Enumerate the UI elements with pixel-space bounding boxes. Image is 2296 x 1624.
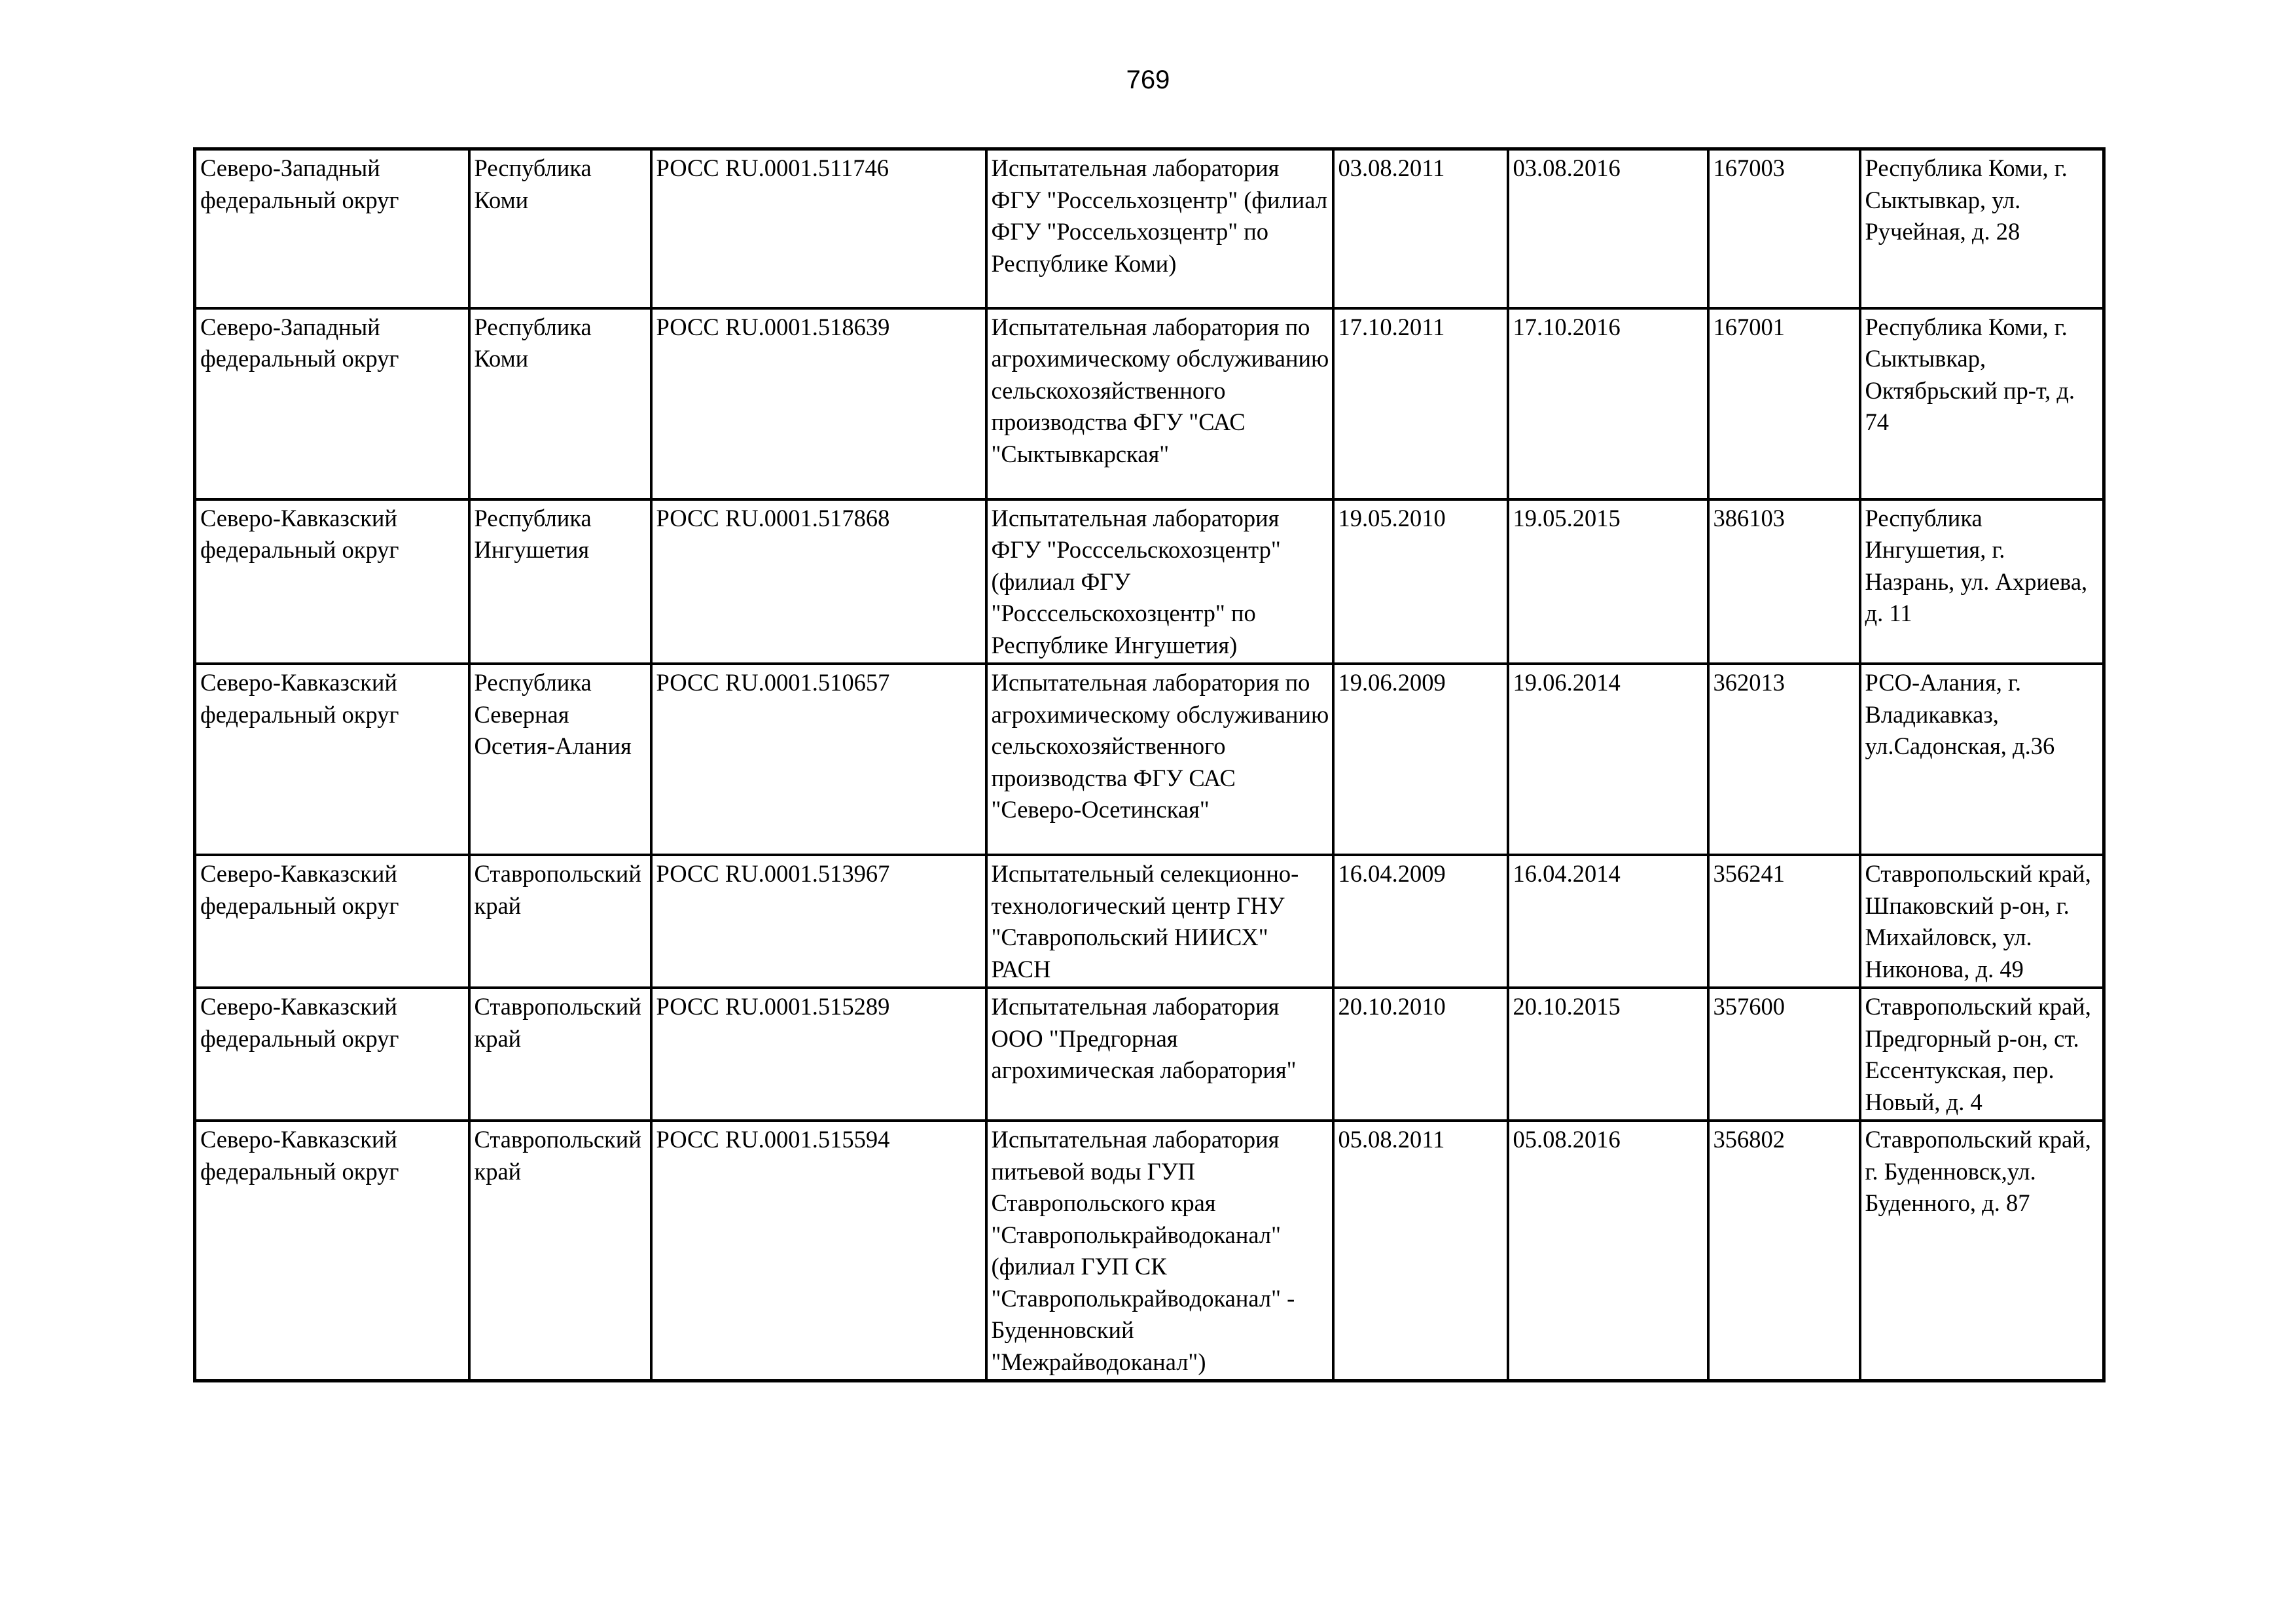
table-row xyxy=(195,988,2104,1121)
issue-date-cell: 05.08.2011 xyxy=(1333,1121,1508,1381)
region-cell: Ставропольский край xyxy=(469,855,651,988)
certificate-number-cell: РОСС RU.0001.511746 xyxy=(651,149,986,308)
issue-date-cell: 03.08.2011 xyxy=(1333,149,1508,308)
table-row xyxy=(195,1121,2104,1381)
table-row xyxy=(195,664,2104,855)
district-cell: Северо-Кавказский федеральный округ xyxy=(195,988,469,1121)
table-row xyxy=(195,499,2104,664)
postal-code-cell: 356241 xyxy=(1708,855,1860,988)
page-number: 769 xyxy=(1126,65,1170,94)
address-cell: Республика Коми, г. Сыктывкар, ул. Ручейная, д. 28 xyxy=(1860,149,2104,308)
certificate-number-cell: РОСС RU.0001.513967 xyxy=(651,855,986,988)
region-cell: Республика Коми xyxy=(469,308,651,499)
expiry-date-cell: 16.04.2014 xyxy=(1508,855,1708,988)
table-row xyxy=(195,149,2104,308)
address-cell: Ставропольский край, Предгорный р-он, ст. Ессентукская, пер. Новый, д. 4 xyxy=(1860,988,2104,1121)
laboratory-name-cell: Испытательная лаборатория ФГУ "Россельхозцентр" (филиал ФГУ "Россельхозцентр" по Республике Коми) xyxy=(986,149,1333,308)
laboratory-registry-table xyxy=(193,147,2106,1382)
district-cell: Северо-Западный федеральный округ xyxy=(195,308,469,499)
region-cell: Республика Северная Осетия-Алания xyxy=(469,664,651,855)
issue-date-cell: 20.10.2010 xyxy=(1333,988,1508,1121)
postal-code-cell: 386103 xyxy=(1708,499,1860,664)
region-cell: Ставропольский край xyxy=(469,988,651,1121)
issue-date-cell: 17.10.2011 xyxy=(1333,308,1508,499)
laboratory-name-cell: Испытательная лаборатория питьевой воды ГУП Ставропольского края "Ставрополькрайводоканал" (филиал ГУП СК "Ставрополькрайводоканал" - Буденновский "Межрайводоканал") xyxy=(986,1121,1333,1381)
expiry-date-cell: 19.06.2014 xyxy=(1508,664,1708,855)
address-cell: Ставропольский край, Шпаковский р-он, г. Михайловск, ул. Никонова, д. 49 xyxy=(1860,855,2104,988)
address-cell: Республика Коми, г. Сыктывкар, Октябрьский пр-т, д. 74 xyxy=(1860,308,2104,499)
address-cell: Ставропольский край, г. Буденновск,ул. Буденного, д. 87 xyxy=(1860,1121,2104,1381)
address-cell: Республика Ингушетия, г. Назрань, ул. Ахриева, д. 11 xyxy=(1860,499,2104,664)
certificate-number-cell: РОСС RU.0001.517868 xyxy=(651,499,986,664)
certificate-number-cell: РОСС RU.0001.510657 xyxy=(651,664,986,855)
expiry-date-cell: 17.10.2016 xyxy=(1508,308,1708,499)
postal-code-cell: 362013 xyxy=(1708,664,1860,855)
district-cell: Северо-Кавказский федеральный округ xyxy=(195,855,469,988)
table-row xyxy=(195,308,2104,499)
postal-code-cell: 167001 xyxy=(1708,308,1860,499)
laboratory-name-cell: Испытательный селекционно-технологический центр ГНУ "Ставропольский НИИСХ" РАСН xyxy=(986,855,1333,988)
region-cell: Ставропольский край xyxy=(469,1121,651,1381)
laboratory-name-cell: Испытательная лаборатория ООО "Предгорная агрохимическая лаборатория" xyxy=(986,988,1333,1121)
district-cell: Северо-Кавказский федеральный округ xyxy=(195,499,469,664)
certificate-number-cell: РОСС RU.0001.515289 xyxy=(651,988,986,1121)
laboratory-name-cell: Испытательная лаборатория ФГУ "Росссельскохозцентр" (филиал ФГУ "Росссельскохозцентр" по Республике Ингушетия) xyxy=(986,499,1333,664)
district-cell: Северо-Западный федеральный округ xyxy=(195,149,469,308)
issue-date-cell: 19.05.2010 xyxy=(1333,499,1508,664)
certificate-number-cell: РОСС RU.0001.515594 xyxy=(651,1121,986,1381)
laboratory-name-cell: Испытательная лаборатория по агрохимическому обслуживанию сельскохозяйственного производства ФГУ САС "Северо-Осетинская" xyxy=(986,664,1333,855)
district-cell: Северо-Кавказский федеральный округ xyxy=(195,664,469,855)
expiry-date-cell: 19.05.2015 xyxy=(1508,499,1708,664)
expiry-date-cell: 05.08.2016 xyxy=(1508,1121,1708,1381)
postal-code-cell: 167003 xyxy=(1708,149,1860,308)
postal-code-cell: 357600 xyxy=(1708,988,1860,1121)
issue-date-cell: 19.06.2009 xyxy=(1333,664,1508,855)
laboratory-name-cell: Испытательная лаборатория по агрохимическому обслуживанию сельскохозяйственного производства ФГУ "САС "Сыктывкарская" xyxy=(986,308,1333,499)
certificate-number-cell: РОСС RU.0001.518639 xyxy=(651,308,986,499)
issue-date-cell: 16.04.2009 xyxy=(1333,855,1508,988)
expiry-date-cell: 20.10.2015 xyxy=(1508,988,1708,1121)
expiry-date-cell: 03.08.2016 xyxy=(1508,149,1708,308)
table-row xyxy=(195,855,2104,988)
region-cell: Республика Коми xyxy=(469,149,651,308)
postal-code-cell: 356802 xyxy=(1708,1121,1860,1381)
district-cell: Северо-Кавказский федеральный округ xyxy=(195,1121,469,1381)
address-cell: РСО-Алания, г. Владикавказ, ул.Садонская, д.36 xyxy=(1860,664,2104,855)
region-cell: Республика Ингушетия xyxy=(469,499,651,664)
